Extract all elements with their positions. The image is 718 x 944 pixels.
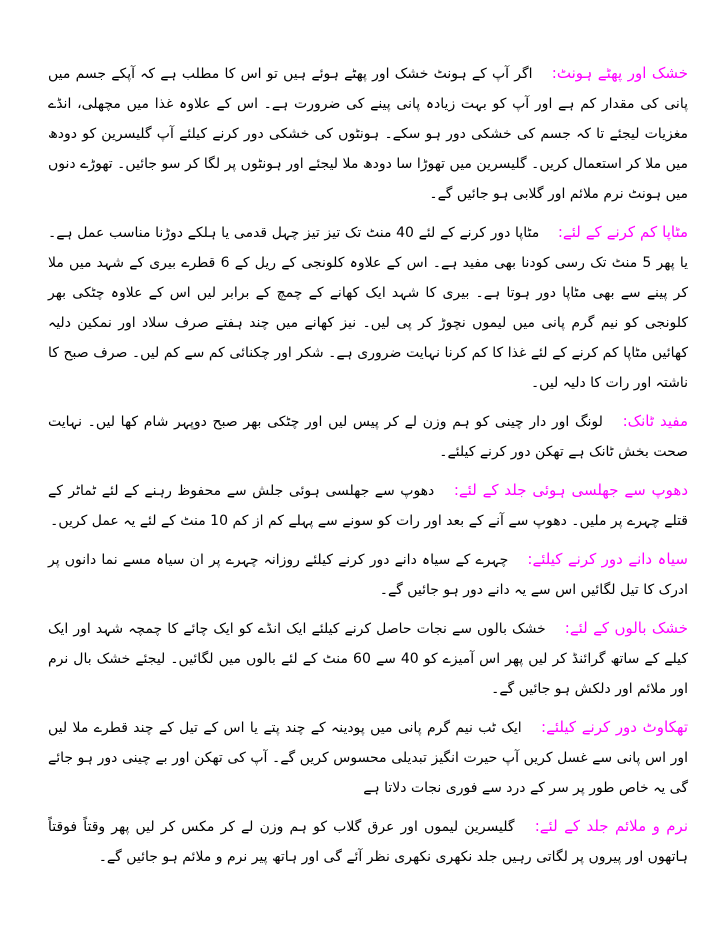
section-heading: مٹاپا کم کرنے کے لئے: [557,223,689,241]
section-fatigue [48,712,688,803]
section-heading: خشک بالوں کے لئے: [564,619,688,637]
section-tonic [48,406,688,467]
section-weight-loss [48,217,688,398]
section-dry-hair [48,613,688,704]
section-text: مٹاپا دور کرنے کے لئے 40 منٹ تک تیز تیز چہل قدمی یا ہلکے دوڑنا مناسب عمل ہے۔ یا پھر 5 منٹ تک رسی کودنا بھی مفید ہے۔ اس کے علاوہ کلونجی کے ریل کے 6 قطرے بیری کے شہد میں ملا کر پینے سے بھی مٹاپا دور ہوتا ہے۔ بیری کا شہد ایک کھانے کے چمچ کے برابر لیں اس کے علاوہ چٹکی بھر کلونجی کو نیم گرم پانی میں لیموں نچوڑ کر پی لیں۔ نیز کھانے میں چند ہفتے صرف سلاد اور نمکین دلیہ کھائیں مٹاپا کم کرنے کے لئے غذا کا کم کرنا نہایت ضروری ہے۔ شکر اور چکنائی کم سے کم لیں۔ صرف صبح کا ناشتہ اور رات کا دلیہ لیں۔ [48,225,688,391]
section-heading: مفید ٹانک: [622,412,688,430]
section-text: خشک بالوں سے نجات حاصل کرنے کیلئے ایک انڈے کو ایک چائے کا چمچہ شہد اور ایک کیلے کے ساتھ گرائنڈ کر لیں پھر اس آمیزے کو 40 سے 60 منٹ کے لئے بالوں میں لگائیں۔ لیجئے خشک بال نرم اور ملائم اور دلکش ہو جائیں گے۔ [48,621,688,697]
section-dry-lips [48,58,688,209]
section-text: ایک ٹب نیم گرم پانی میں پودینہ کے چند پتے یا اس کے تیل کے چند قطرے ملا لیں اور اس پانی سے غسل کریں آپ حیرت انگیز تبدیلی محسوس کریں گے۔ آپ کی تھکن اور بے چینی دور ہو جائے گی یہ خاص طور پر سر کے درد سے فوری نجات دلاتا ہے [48,720,688,796]
section-sunburn [48,475,688,536]
section-text: چہرے کے سیاہ دانے دور کرنے کیلئے روزانہ چہرے پر ان سیاہ مسے نما دانوں پر ادرک کا تیل لگائیں اس سے یہ دانے دور ہو جائیں گے۔ [48,552,688,598]
section-text: لونگ اور دار چینی کو ہم وزن لے کر پیس لیں اور چٹکی بھر صبح دوپہر شام کھا لیں۔ نہایت صحت بخش ٹانک ہے تھکن دور کرنے کیلئے۔ [48,414,688,460]
section-text: اگر آپ کے ہونٹ خشک اور پھٹے ہوئے ہیں تو اس کا مطلب ہے کہ آپکے جسم میں پانی کی مقدار کم ہے اور آپ کو بہت زیادہ پانی پینے کی ضرورت ہے۔ اس کے علاوہ غذا میں مچھلی، انڈے مغزیات لیجئے تا کہ جسم کی خشکی دور ہو سکے۔ ہونٹوں کی خشکی دور کرنے کیلئے آپ گلیسرین کو دودھ میں ملا کر استعمال کریں۔ گلیسرین میں تھوڑا سا دودھ ملا لیجئے اور ہونٹوں پر لگا کر سو جائیں۔ تھوڑے دنوں میں ہونٹ نرم ملائم اور گلابی ہو جائیں گے۔ [48,66,688,202]
section-heading: تھکاوٹ دور کرنے کیلئے: [541,718,688,736]
section-text: گلیسرین لیموں اور عرق گلاب کو ہم وزن لے کر مکس کر لیں پھر وقتاً فوقتاً ہاتھوں اور پیروں پر لگاتی رہیں جلد نکھری نکھری نظر آئے گی اور ہاتھ پیر نرم و ملائم ہو جائیں گے۔ [48,819,688,865]
section-heading: خشک اور پھٹے ہونٹ: [551,64,688,82]
section-blackheads [48,544,688,605]
section-soft-skin [48,811,688,872]
section-heading: سیاہ دانے دور کرنے کیلئے: [527,550,688,568]
section-heading: دھوپ سے جھلسی ہوئی جلد کے لئے: [453,481,688,499]
section-heading: نرم و ملائم جلد کے لئے: [534,817,689,835]
section-text: دھوپ سے جھلسی ہوئی جلش سے محفوظ رہنے کے لئے ٹماٹر کے قتلے چہرے پر ملیں۔ دھوپ سے آنے کے بعد اور رات کو سونے سے پہلے کم از کم 10 منٹ کے لئے یہ عمل کریں۔ [48,483,688,529]
document-page [48,58,688,880]
